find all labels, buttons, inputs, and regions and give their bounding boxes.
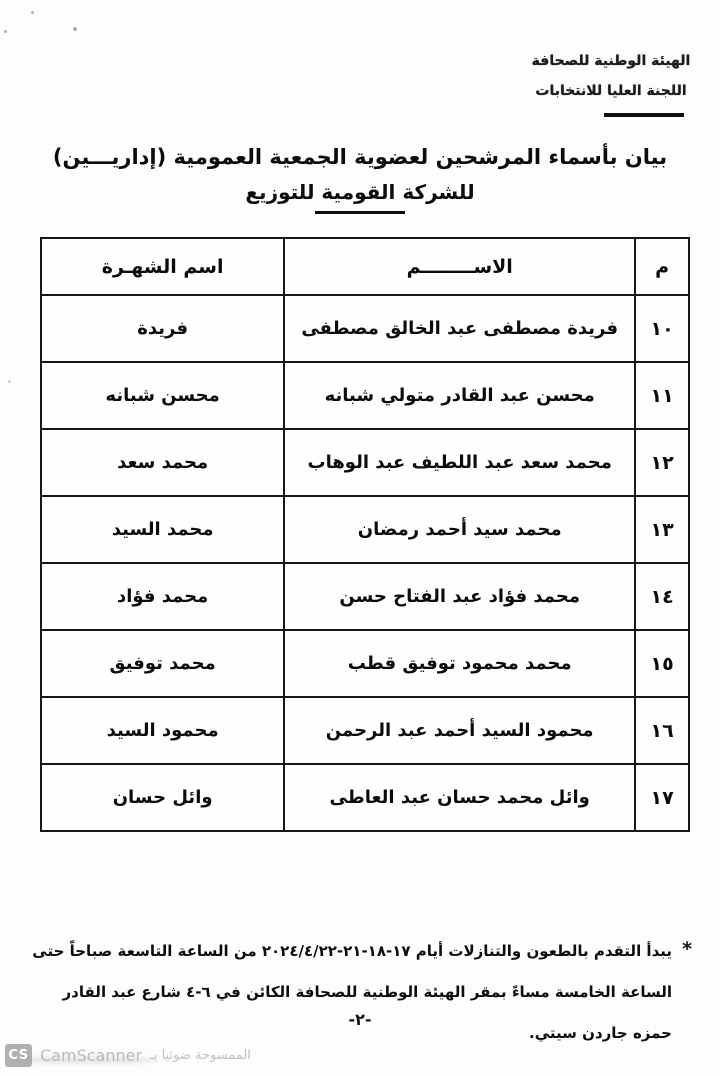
cell-alias: وائل حسان	[41, 764, 284, 831]
table-row	[41, 630, 689, 697]
cell-serial: ١٥	[635, 630, 689, 697]
scan-speck	[31, 11, 34, 14]
cell-name: محمد سعد عبد اللطيف عبد الوهاب	[284, 429, 635, 496]
cell-alias: محمد سعد	[41, 429, 284, 496]
title-underline	[315, 211, 405, 214]
header-stamp	[516, 46, 706, 117]
header-alias: اسم الشهـرة	[41, 238, 284, 295]
table-row	[41, 764, 689, 831]
cell-serial: ١١	[635, 362, 689, 429]
stamp-underline	[604, 113, 684, 117]
scan-speck	[4, 30, 7, 33]
table-header	[41, 238, 689, 295]
cell-serial: ١٠	[635, 295, 689, 362]
header-serial: م	[635, 238, 689, 295]
cell-name: محمد سيد أحمد رمضان	[284, 496, 635, 563]
note-bullet: *	[682, 938, 692, 960]
header-name: الاســــــــم	[284, 238, 635, 295]
camscanner-watermark	[5, 1044, 251, 1067]
table-row	[41, 496, 689, 563]
title-line-2: للشركة القومية للتوزيع	[245, 180, 475, 204]
candidates-table	[40, 237, 690, 832]
note-dates: ٢٠٢٤/٤/٢٢-٢١-١٨-١٧	[261, 942, 411, 960]
table-row	[41, 697, 689, 764]
note-text-1: يبدأ التقدم بالطعون والتنازلات أيام	[415, 942, 672, 960]
table-row	[41, 295, 689, 362]
stamp-authority-line: الهيئة الوطنية للصحافة	[531, 53, 691, 69]
cell-serial: ١٦	[635, 697, 689, 764]
footer-note	[24, 931, 690, 1054]
cell-name: محمد فؤاد عبد الفتاح حسن	[284, 563, 635, 630]
table-row	[41, 362, 689, 429]
stamp-committee-line: اللجنة العليا للانتخابات	[535, 83, 687, 99]
cell-alias: محمد السيد	[41, 496, 284, 563]
cell-name: فريدة مصطفى عبد الخالق مصطفى	[284, 295, 635, 362]
cell-serial: ١٧	[635, 764, 689, 831]
scan-speck	[73, 27, 77, 31]
cell-serial: ١٤	[635, 563, 689, 630]
cell-serial: ١٢	[635, 429, 689, 496]
note-text-2: من الساعة التاسعة صباحاً حتى الساعة الخامسة مساءً بمقر الهيئة الوطنية للصحافة الكائن في	[32, 942, 672, 1001]
cell-name: محمد محمود توفيق قطب	[284, 630, 635, 697]
camscanner-arabic-text: الممسوحة ضوئيا بـ	[150, 1048, 251, 1063]
title-line-1: بيان بأسماء المرشحين لعضوية الجمعية العمومية (إداريـــين)	[52, 145, 668, 169]
table-header-row	[41, 238, 689, 295]
document-title	[0, 142, 720, 214]
cell-alias: فريدة	[41, 295, 284, 362]
cell-serial: ١٣	[635, 496, 689, 563]
cell-alias: محسن شبانه	[41, 362, 284, 429]
note-address-number: ٤-٦	[186, 983, 211, 1001]
page-number: -٢-	[348, 1010, 372, 1029]
cell-alias: محمد توفيق	[41, 630, 284, 697]
table-body	[41, 295, 689, 831]
cell-name: وائل محمد حسان عبد العاطى	[284, 764, 635, 831]
note-text-3: شارع عبد القادر حمزه جاردن سيتي.	[62, 983, 672, 1042]
table-row	[41, 563, 689, 630]
table-row	[41, 429, 689, 496]
cell-name: محسن عبد القادر متولي شبانه	[284, 362, 635, 429]
cell-alias: محمد فؤاد	[41, 563, 284, 630]
scan-speck	[8, 380, 11, 383]
cell-alias: محمود السيد	[41, 697, 284, 764]
cell-name: محمود السيد أحمد عبد الرحمن	[284, 697, 635, 764]
camscanner-brand-text: CamScanner	[40, 1046, 143, 1065]
camscanner-logo-icon: CS	[5, 1044, 32, 1067]
